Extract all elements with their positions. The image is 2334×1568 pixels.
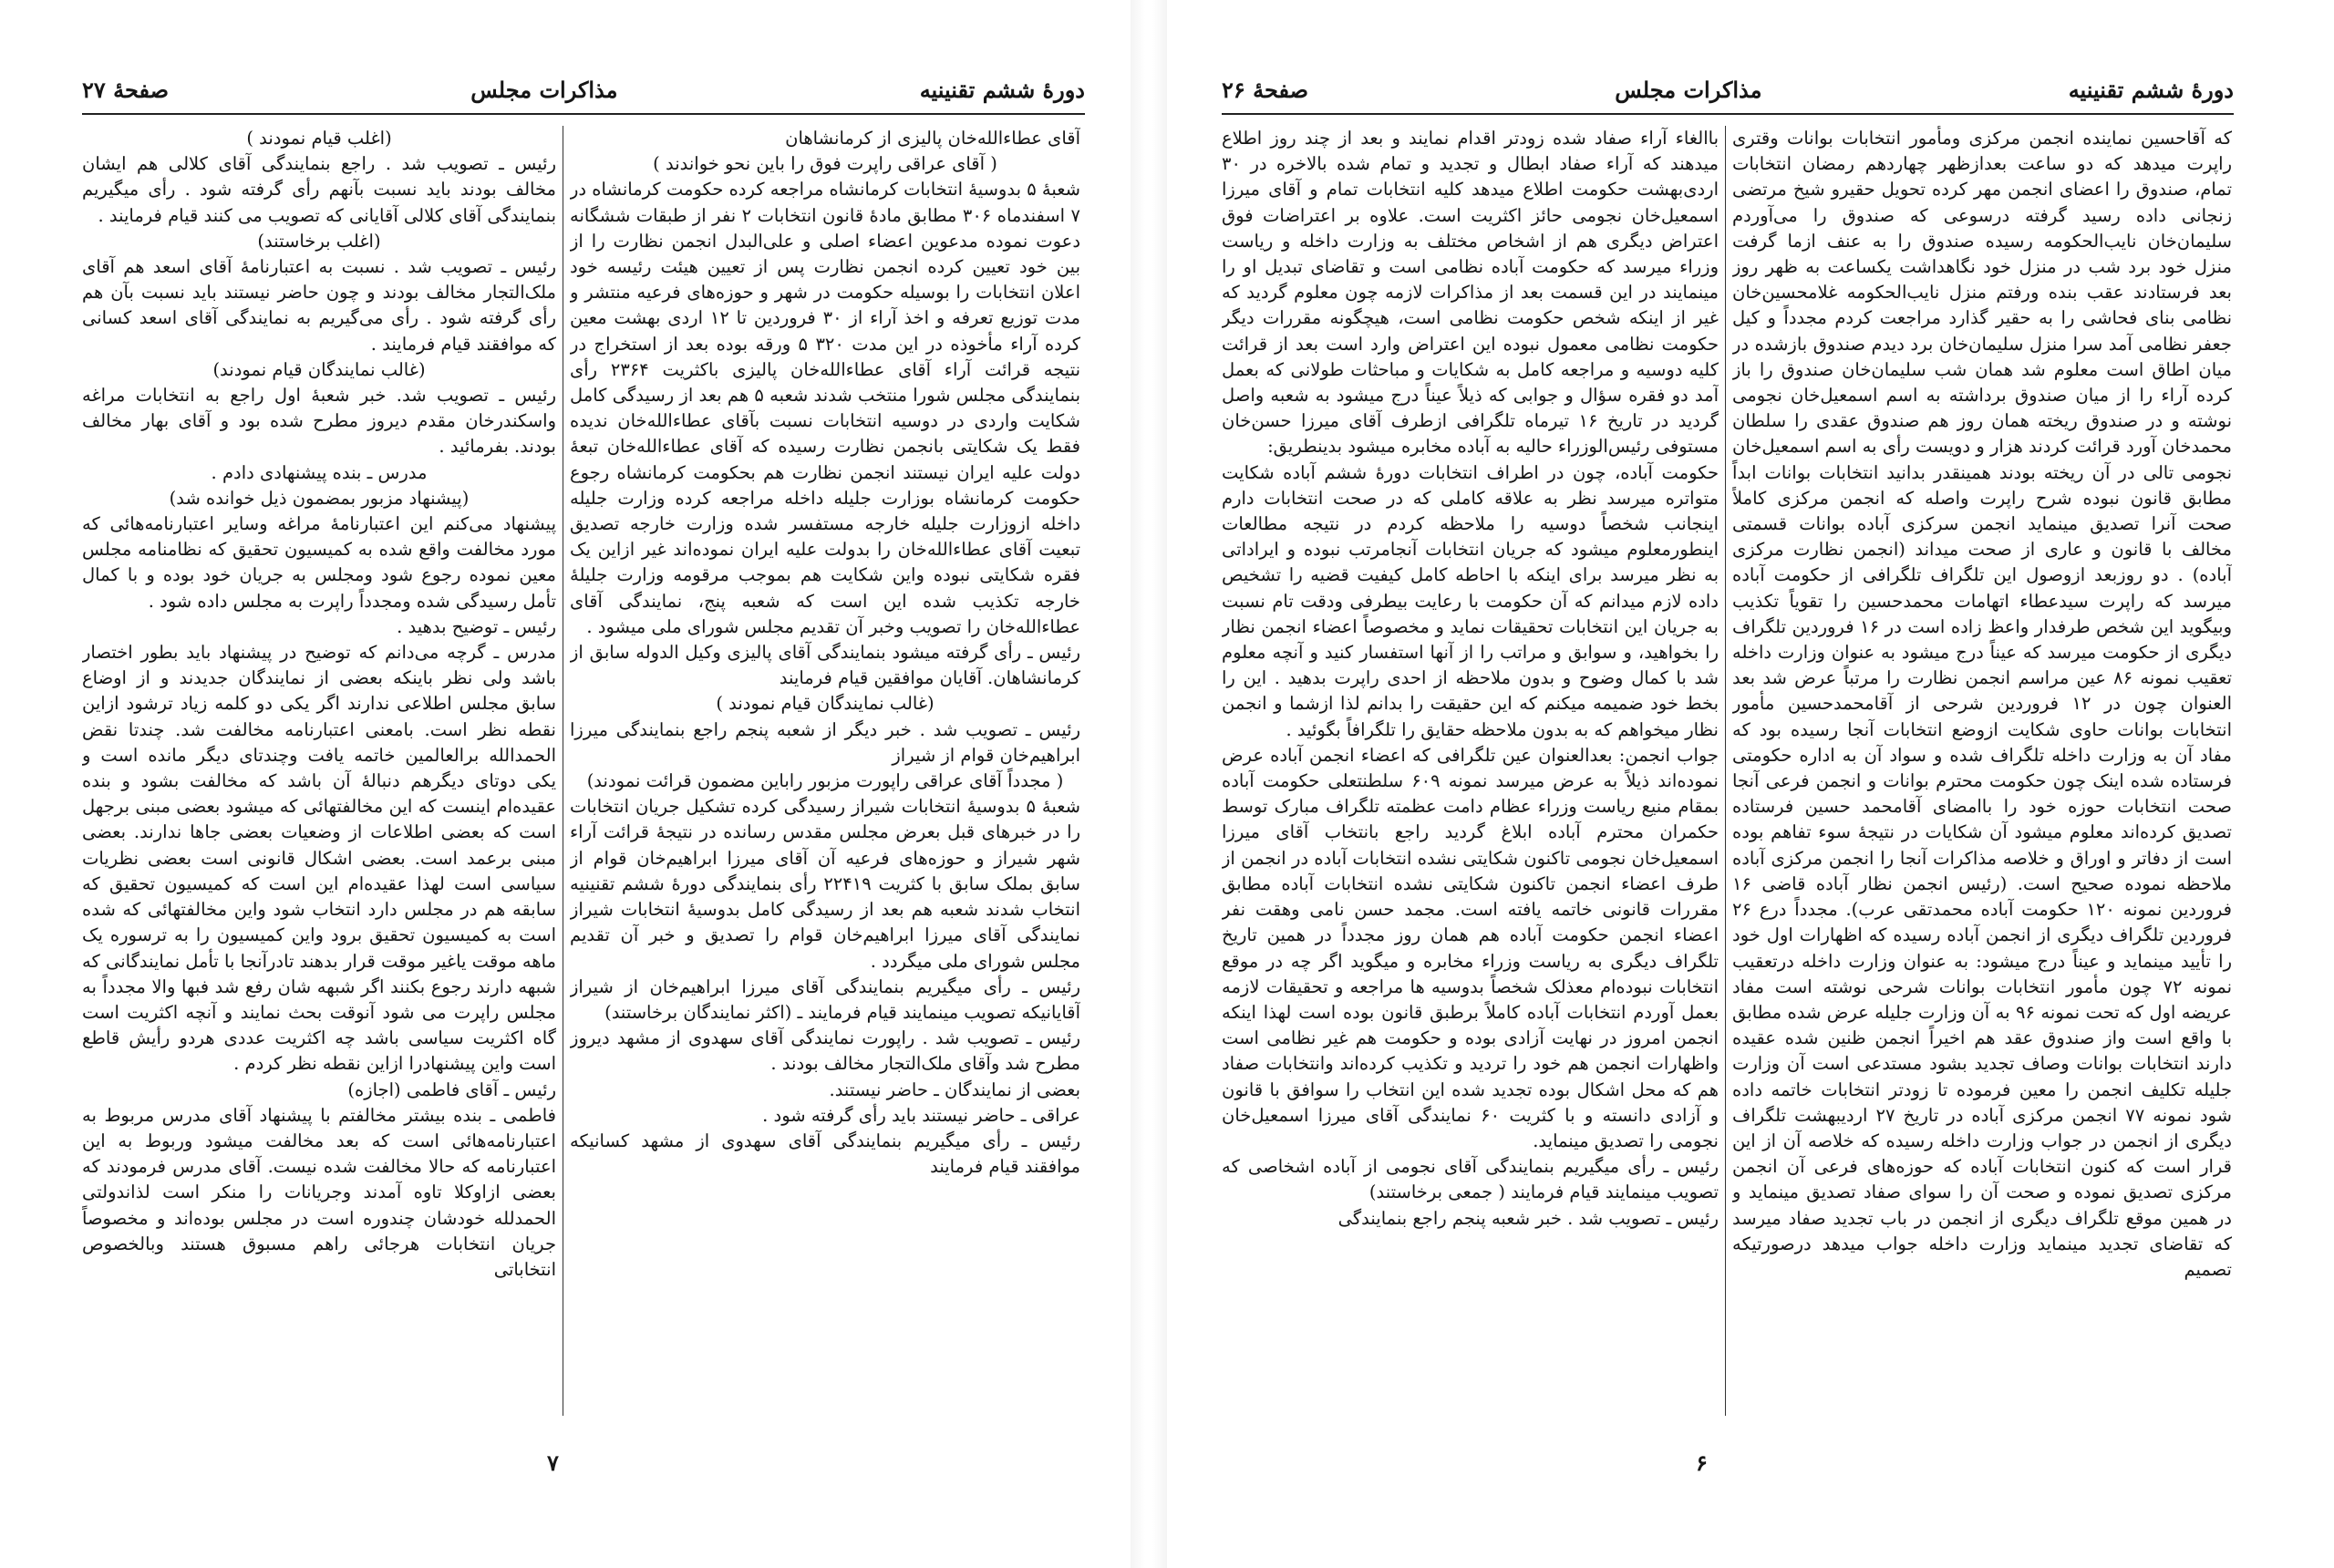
left-page-column-left: [82, 126, 556, 1402]
left-page: [0, 0, 1131, 1568]
paragraph: رئیس ـ تصویب شد . راجع بنمایندگی آقای کلالی هم ایشان مخالف بودند باید نسبت بآنهم رأی گرفته شود . رأی میگیریم بنمایندگی آقای کلالی آقایانی که تصویب می کنند قیام فرمایند .: [82, 153, 556, 226]
paragraph: بعضی از نمایندگان ـ حاضر نیستند.: [829, 1078, 1080, 1100]
header-rule: [82, 113, 1085, 115]
book-gutter: [1131, 0, 1167, 1568]
running-title: مذاکرات مجلس: [1615, 76, 1762, 103]
centered-note: ( آقای عراقی راپرت فوق را باین نحو خواندند ): [653, 153, 997, 175]
session-label: دورهٔ ششم تقنینیه: [919, 76, 1085, 103]
left-page-column-right: [570, 126, 1080, 1402]
centered-note: (اغلب قیام نمودند ): [246, 128, 392, 149]
paragraph: عراقی ـ حاضر نیستند باید رأی گرفته شود .: [762, 1104, 1080, 1126]
paragraph: رئیس ـ توضیح بدهید .: [397, 615, 556, 637]
page-label: صفحهٔ ۲۷: [82, 76, 170, 103]
centered-note: (اغلب برخاستند): [257, 230, 381, 252]
page-number: ۷: [547, 1449, 559, 1476]
paragraph: فاطمی ـ بنده بیشتر مخالفتم با پیشنهاد آقای مدرس مربوط به اعتبارنامه‌هائی است که بعد مخالفت میشود وربوط به این اعتبارنامه که حالا مخالفت شده نیست. آقای مدرس فرمودند که بعضی ازاوکلا تاوه آمدند وجریانات را منکر است لذاندولتی الحمدلله خودشان چندوره است در مجلس بوده‌اند و مخصوصاً جریان انتخابات هرجائی راهم مسبوق هستند وبالخصوص انتخاباتی: [82, 1104, 556, 1280]
column-divider: [1725, 126, 1726, 1416]
paragraph: رئیس ـ رأی میگیریم بنمایندگی آقای میرزا ابراهیم‌خان از شیراز آقایانیکه تصویب مینمایند قیام فرمایند ـ (اکثر نمایندگان برخاستند): [570, 975, 1080, 1023]
paragraph: رئیس ـ تصویب شد . خبر دیگر از شعبه پنجم راجع بنمایندگی میرزا ابراهیم‌خان قوام از شیراز: [570, 718, 1080, 766]
centered-note: (غالب نمایندگان قیام نمودند): [212, 358, 426, 380]
paragraph: مدرس ـ گرچه می‌دانم که توضیح در پیشنهاد باید بطور اختصار باشد ولی نظر باینکه بعضی از نمایندگان جدیدند و از اوضاع سابق مجلس اطلاعی ندارند اگر یکی دو کلمه زیاد ترشود ازاین نقطه نظر است. بامعنی اعتبارنامه مخالفت شد. چندتا نقض الحمدالله برالعالمین خاتمه یافت وچندتای دیگر مانده است و یکی دوتای دیگرهم دنبالهٔ آن باشد که مخالفت بشود و بنده عقیده‌ام اینست که این مخالفتهائی که میشود بعضی مبنی برجهل است که بعضی اطلاعات از وضعیات بعضی جاها ندارند. بعضی مبنی برعمد است. بعضی اشکال قانونی است بعضی نظریات سیاسی است لهذا عقیده‌ام این است که کمیسیون تحقیق که سابقه هم در مجلس دارد انتخاب شود واین مخالفتهائی که شده است به کمیسیون تحقیق برود واین کمیسیون را به ترسوره یک ماهه موقت یاغیر موقت قرار بدهند تادرآنجا با تأمل نمایندگانی که شبهه دارند رجوع بکنند اگر شبهه شان رفع شد فبها والا مجدداً به مجلس راپرت می شود آنوقت بحث نمایند و آنچه اکثریت است گاه اکثریت سیاسی باشد چه اکثریت عددی هردو رأیش قاطع است واین پیشنهادرا ازاین نقطه نظر کردم .: [82, 642, 556, 1075]
page-label: صفحهٔ ۲۶: [1222, 76, 1309, 103]
paragraph: شعبهٔ ۵ بدوسیهٔ انتخابات شیراز رسیدگی کرده تشکیل جریان انتخابات را در خبرهای قبل بعرض مجلس مقدس رسانده در نتیجهٔ قرائت آراء شهر شیراز و حوزه‌های فرعیه آن آقای میرزا ابراهیم‌خان قوام از سابق بملک سابق با کثریت ۲۲۴۱۹ رأی بنمایندگی دورهٔ ششم تقنینیه انتخاب شدند شعبه هم بعد از رسیدگی کامل بدوسیهٔ انتخابات شیراز نمایندگی آقای میرزا ابراهیم‌خان قوام را تصدیق و خبر آن تقدیم مجلس شورای ملی میگردد .: [570, 796, 1080, 972]
paragraph: رئیس ـ رأی میگیریم بنمایندگی آقای نجومی از آباده اشخاصی که تصویب مینمایند قیام فرمایند ( جمعی برخاستند): [1222, 1156, 1719, 1203]
centered-note: (پیشنهاد مزبور بمضمون ذیل خوانده شد): [169, 487, 470, 509]
centered-note: مدرس ـ بنده پیشنهادی دادم .: [211, 461, 428, 483]
paragraph: رئیس ـ رأی میگیریم بنمایندگی آقای سهدوی از مشهد کسانیکه موافقند قیام فرمایند: [570, 1130, 1080, 1178]
right-page-header: [1222, 73, 2234, 106]
paragraph: رئیس ـ تصویب شد. خبر شعبهٔ اول راجع به انتخابات مراغه واسکندرخان مقدم دیروز مطرح شده بود و آقای بهار مخالف بودند. بفرمائید .: [82, 385, 556, 458]
centered-note: ( مجدداً آقای عراقی راپورت مزبور راباین مضمون قرائت نمودند): [586, 770, 1064, 792]
paragraph: رئیس ـ تصویب شد . راپورت نمایندگی آقای سهدوی از مشهد دیروز مطرح شد وآقای ملک‌التجار مخالف بودند .: [570, 1027, 1080, 1075]
paragraph: رئیس ـ تصویب شد . نسبت به اعتبارنامهٔ آقای اسعد هم آقای ملک‌التجار مخالف بودند و چون حاضر نیستند باید نسبت بآن هم رأی گرفته شود . رأی می‌گیریم به نمایندگی آقای اسعد کسانی که موافقند قیام فرمایند .: [82, 256, 556, 355]
paragraph: آقای عطاءالله‌خان پالیزی از کرمانشاهان: [785, 128, 1080, 149]
right-page-column-right: [1732, 126, 2232, 1402]
page-number: ۶: [1696, 1449, 1708, 1476]
paragraph: جواب انجمن: بعدالعنوان عین تلگرافی که اعضاء انجمن آباده عرض نموده‌اند ذیلاً به عرض میرسد نمونه ۶۰۹ سلطنتعلی حکومت آباده بمقام منیع ریاست وزراء عظام دامت عظمته تلگراف مبارک توسط حکمران محترم آباده ابلاغ گردید راجع بانتخاب آقای میرزا اسمعیل‌خان نجومی تاکنون شکایتی نشده انتخابات آباده در انجمن از طرف اعضاء انجمن تاکنون شکایتی نشده انتخابات آباده مطابق مقررات قانونی خاتمه یافته است. مجمد حسن نامی وهقت نفر اعضاء انجمن حکومت آباده هم همان روز مجدداً در همین تاریخ تلگراف دیگری به ریاست وزراء مخابره و میگوید اگر چه در موقع انتخابات نبوده‌ام معذلک شخصاً بدوسیه ها مراجعه و تحقیقات لازمه بعمل آوردم انتخابات آباده کاملاً برطبق قانون بوده است لهذا اینکه انجمن امروز در نهایت آزادی بوده و حکومت هم غیر نظامی است واظهارات انجمن هم خود را تردید و تکذیب کرده‌اند وانتخابات صفاد هم که محل اشکال بوده تجدید شده این انتخاب را سوافق با قانون و آزادی دانسته و با کثریت ۶۰ نمایندگی آقای میرزا اسمعیل‌خان نجومی را تصدیق مینماید.: [1222, 744, 1719, 1151]
paragraph: شعبهٔ ۵ بدوسیهٔ انتخابات کرمانشاه مراجعه کرده حکومت کرمانشاه در ۷ اسفندماه ۳۰۶ مطابق مادهٔ قانون انتخابات ۲ نفر از طبقات ششگانه دعوت نموده مدعوین اعضاء اصلی و علی‌البدل انجمن نظارت را از بین خود تعیین کرده انجمن نظارت پس از تعیین هیئت رئیسه خود اعلان انتخابات را بوسیله حکومت در شهر و حوزه‌های فرعیه منتشر و مدت توزیع تعرفه و اخذ آراء از ۳۰ فروردین تا ۱۲ اردی بهشت معین کرده آراء مأخوذه در این مدت ۳۲۰ ۵ ورقه بوده بعد از استخراج در نتیجه قرائت آراء آقای عطاءالله‌خان پالیزی باکثریت ۲۳۶۴ رأی بنمایندگی مجلس شورا منتخب شدند شعبه ۵ هم بعد از رسیدگی کامل شکایت واردی در دوسیه انتخابات نسبت بآقای عطاءالله‌خان ندیده فقط یک شکایتی بانجمن نظارت رسیده که آقای عطاءالله‌خان تبعهٔ دولت علیه ایران نیستند انجمن نظارت هم بحکومت کرمانشاه رجوع حکومت کرمانشاه بوزارت جلیله داخله مراجعه کرده وزارت جلیله داخله ازوزارت جلیله خارجه مستفسر شده وزارت خارجه تصدیق تبعیت آقای عطاءالله‌خان را بدولت علیه ایران نموده‌اند غیر ازاین یک فقره شکایتی نبوده واین شکایت هم بموجب مرقومه وزارت جلیلهٔ خارجه تکذیب شده این است که شعبه پنج، نمایندگی آقای عطاءالله‌خان را تصویب وخبر آن تقدیم مجلس شورای ملی میشود .: [570, 179, 1080, 637]
centered-note: (غالب نمایندگان قیام نمودند ): [716, 693, 935, 715]
session-label: دورهٔ ششم تقنینیه: [2068, 76, 2234, 103]
paragraph: رئیس ـ تصویب شد . خبر شعبه پنجم راجع بنمایندگی: [1337, 1207, 1719, 1229]
header-rule: [1222, 113, 2234, 115]
paragraph: رئیس ـ آقای فاطمی (اجازه): [347, 1078, 556, 1100]
paragraph: باالغاء آراء صفاد شده زودتر اقدام نمایند و بعد از چند روز اطلاع میدهند که آراء صفاد ابطال و تجدید و تمام شده بالاخره در ۳۰ اردی‌بهشت حکومت اطلاع میدهد کلیه انتخابات تمام و آقای میرزا اسمعیل‌خان نجومی حائز اکثریت است. علاوه بر اعتراضات فوق اعتراض دیگری هم از اشخاص مختلف به وزارت داخله و ریاست وزراء میرسد که حکومت آباده نظامی است و تقاضای تبدیل او را مینمایند در این قسمت بعد از مذاکرات لازمه چون معلوم گردید که غیر از اینکه شخص حکومت نظامی است، هیچگونه مقررات دیگر حکومت نظامی معمول نبوده این اعتراض وارد است بعد از قرائت کلیه دوسیه و مراجعه کامل به شکایات و مباحثات طولانی که بعمل آمد دو فقره سؤال و جوابی که ذیلاً عیناً درج میشود به شعبه واصل گردید در تاریخ ۱۶ تیرماه تلگرافی ازطرف آقای میرزا حسن‌خان مستوفی رئیس‌الوزراء حالیه به آباده مخابره میشود بدینطریق:: [1222, 128, 1719, 458]
paragraph: حکومت آباده، چون در اطراف انتخابات دورهٔ ششم آباده شکایت متواتره میرسد نظر به علاقه کاملی که در صحت انتخابات دارم اینجانب شخصاً دوسیه را ملاحظه کردم در نتیجه مطالعات اینطورمعلوم میشود که جریان انتخابات آنجامرتب نبوده و ایراداتی به نظر میرسد برای اینکه با احاطه کامل کیفیت قضیه را تشخیص داده لازم میدانم که آن حکومت با رعایت بیطرفی ودقت تام نسبت به جریان این انتخابات تحقیقات نماید و مخصوصاً اعضاء انجمن نظار را بخواهید، و سوابق و مراتب را از آنها استفسار کنید و آنچه معلوم شد با کمال وضوح و بدون ملاحظه از احدی راپرت بدهید . این را بخط خود ضمیمه میکنم که این حقیقت را بدانم لذا ازشما و انجمن نظار میخواهم که به بدون ملاحظه حقایق را تلگرافاً بگوئید .: [1222, 461, 1719, 740]
right-page: [1167, 0, 2334, 1568]
running-title: مذاکرات مجلس: [470, 76, 618, 103]
left-page-header: [82, 73, 1085, 106]
paragraph: که آقاحسین نماینده انجمن مرکزی ومأمور انتخابات بوانات وقتری راپرت میدهد که دو ساعت بعدازظهر چهاردهم رمضان انتخابات تمام، صندوق را اعضای انجمن مهر کرده تحویل حقیرو شیخ مرتضی زنجانی داده رسید گرفته درسوعی که صندوق را می‌آوردم سلیمان‌خان نایب‌الحکومه رسیده صندوق را به عنف ازما گرفت منزل خود برد شب در منزل خود نگاهداشت یکساعت به ظهر روز بعد فرستادند عقب بنده ورفتم منزل نایب‌الحکومه غلامحسین‌خان نظامی بنای فحاشی را به حقیر گذارد مراجعت کردم مجدداً و کیل جعفر نظامی آمد سرا منزل سلیمان‌خان برد دیدم صندوق بازشده در میان اطاق است معلوم شد همان شب سلیمان‌خان صندوق را باز کرده آراء را از میان صندوق برداشته به اسم اسمعیل‌خان نجومی نوشته و در صندوق ریخته همان روز هم صندوق عقدی را سلطان محمدخان آورد قرائت کردند هزار و دویست رأی به اسم اسمعیل‌خان نجومی تالی در آن ریخته بودند همینقدر بدانید انتخابات بوانات ابداً مطابق قانون نبوده شرح راپرت واصله که انجمن مرکزی کاملاً صحت آنرا تصدیق مینماید انجمن سرکزی آباده بوانات قسمتی مخالف با قانون و عاری از صحت میداند (انجمن نظارت مرکزی آباده) . دو روزبعد ازوصول این تلگراف تلگرافی از حکومت آباده میرسد که راپرت سیدعطاء اتهامات محمدحسین را تقویاً تکذیب وبیگوید این شخص طرفدار واعظ زاده است در ۱۶ فروردین تلگراف دیگری از حکومت میرسد که عیناً درج میشود به عنوان وزارت داخله تعقیب نمونه ۸۶ عین مراسم انجمن نظارت را مرتباً عرض شد بعد العنوان چون در ۱۲ فروردین شرحی از آقامحمدحسین مأمور انتخابات بوانات حاوی شکایت ازوضع انتخابات آنجا رسیده بود که مفاد آن به وزارت داخله تلگراف شده و سواد آن به اداره حکومتی فرستاده شده اینک چون حکومت محترم بوانات و انجمن فرعی آنجا صحت انتخابات حوزه خود را باامضای آقامحمد حسین فرستاده تصدیق کرده‌اند معلوم میشود آن شکایات در نتیجهٔ سوء تفاهم بوده است از دفاتر و اوراق و خلاصه مذاکرات آنجا را انجمن مرکزی آباده ملاحظه نموده صحیح است. (رئیس انجمن نظار آباده قاضی ۱۶ فروردین نمونه ۱۲۰ حکومت آباده محمدتقی عرب). مجدداً درع ۲۶ فروردین تلگراف دیگری از انجمن آباده رسیده که اظهارات اول خود را تأیید مینماید و عیناً درج میشود: به عنوان وزارت داخله درتعقیب نمونه ۷۲ چون مأمور انتخابات بوانات شرحی نوشته است مفاد عریضه اول که تحت نمونه ۹۶ به آن وزارت جلیله عرض شده مطابق با واقع است واز صندوق عقد هم اخیراً انجمن ظنین شده عقیده دارند انتخابات بوانات وصاف تجدید بشود مستدعی است آن وزارت جلیله تکلیف انجمن را معین فرموده تا زودتر انتخابات خاتمه داده شود نمونه ۷۷ انجمن مرکزی آباده در تاریخ ۲۷ اردیبهشت تلگراف دیگری از انجمن در جواب وزارت داخله رسیده که خلاصه آن از این قرار است که کنون انتخابات آباده که حوزه‌های فرعی آن انجمن مرکزی تصدیق نموده و صحت آن را سوای صفاد تصدیق مینماید و در همین موقع تلگراف دیگری از انجمن در باب تجدید صفاد میرسد که تقاضای تجدید مینماید وزارت داخله جواب میدهد درصورتیکه تصمیم: [1732, 128, 2232, 1280]
right-page-column-left: [1222, 126, 1719, 1402]
paragraph: رئیس ـ رأی گرفته میشود بنمایندگی آقای پالیزی وکیل الدوله سابق از کرمانشاهان. آقایان موافقین قیام فرمایند: [570, 642, 1080, 689]
paragraph: پیشنهاد می‌کنم این اعتبارنامهٔ مراغه وسایر اعتبارنامه‌هائی که مورد مخالفت واقع شده به کمیسیون تحقیق که نظامنامه مجلس معین نموده رجوع شود ومجلس به جریان خود بوده و با کمال تأمل رسیدگی شده ومجدداً راپرت به مجلس داده شود .: [82, 513, 556, 612]
